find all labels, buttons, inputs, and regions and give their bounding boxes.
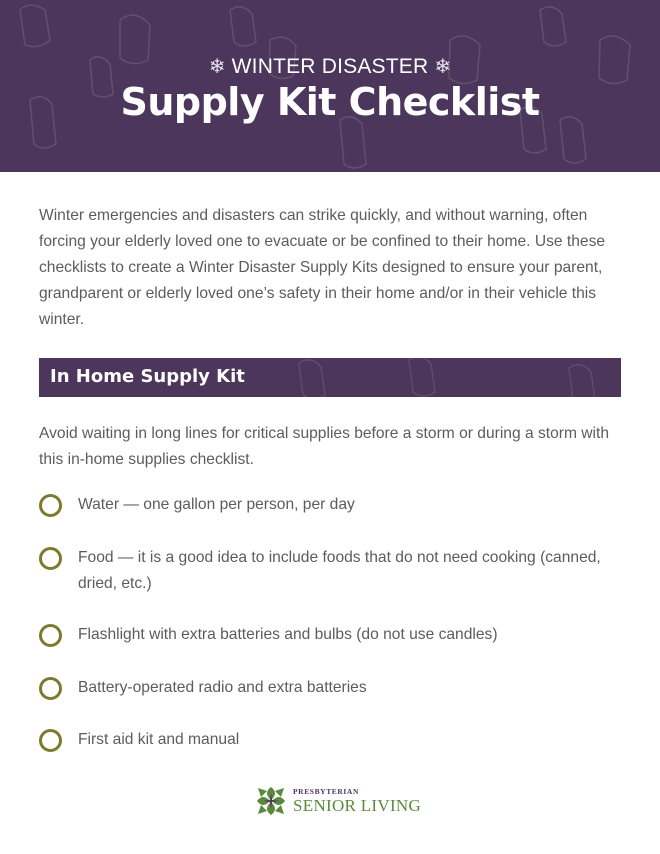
- checklist-item[interactable]: [39, 675, 629, 701]
- logo-wordmark: [293, 788, 421, 814]
- leaf-cross-logo-icon: [255, 785, 287, 817]
- checklist-item[interactable]: [39, 727, 629, 753]
- checklist-item-label: Battery-operated radio and extra batteries: [78, 679, 367, 696]
- section-title: In Home Supply Kit: [50, 366, 245, 387]
- presbyterian-senior-living-logo: [255, 785, 421, 817]
- checklist-item[interactable]: [39, 492, 629, 518]
- snowflake-icon: ❄: [434, 56, 452, 78]
- page-title: Supply Kit Checklist: [120, 80, 540, 124]
- kicker-text: WINTER DISASTER: [231, 55, 429, 78]
- snowflake-icon: ❄: [208, 56, 226, 78]
- checklist-item-label: First aid kit and manual: [78, 731, 240, 748]
- checkbox-circle-icon[interactable]: [39, 624, 62, 647]
- logo-big-text: SENIOR LIVING: [293, 795, 422, 815]
- checkbox-circle-icon[interactable]: [39, 729, 62, 752]
- checklist-item-label: Food — it is a good idea to include foods that do not need cooking (canned, dried, etc.): [78, 549, 601, 592]
- checkbox-circle-icon[interactable]: [39, 547, 62, 570]
- checklist-item[interactable]: [39, 545, 629, 597]
- intro-paragraph: Winter emergencies and disasters can strike quickly, and without warning, often forcing your elderly loved one to evacuate or be confined to their home. Use these checklists to create a Winter Disaster Supply Kits designed to ensure your parent, grandparent or elderly loved one’s safety in their home and/or in their vehicle this winter.: [39, 207, 606, 328]
- header-banner: [0, 0, 660, 172]
- header-kicker: [0, 54, 660, 79]
- checklist-item[interactable]: [39, 622, 629, 648]
- checkbox-circle-icon[interactable]: [39, 494, 62, 517]
- section-lead: Avoid waiting in long lines for critical supplies before a storm or during a storm with this in-home supplies checklist.: [39, 425, 610, 468]
- checklist-item-label: Water — one gallon per person, per day: [78, 496, 355, 513]
- checklist-item-label: Flashlight with extra batteries and bulbs (do not use candles): [78, 626, 498, 643]
- logo-small-text: PRESBYTERIAN: [293, 787, 359, 797]
- section-header-in-home: [39, 358, 621, 397]
- checkbox-circle-icon[interactable]: [39, 677, 62, 700]
